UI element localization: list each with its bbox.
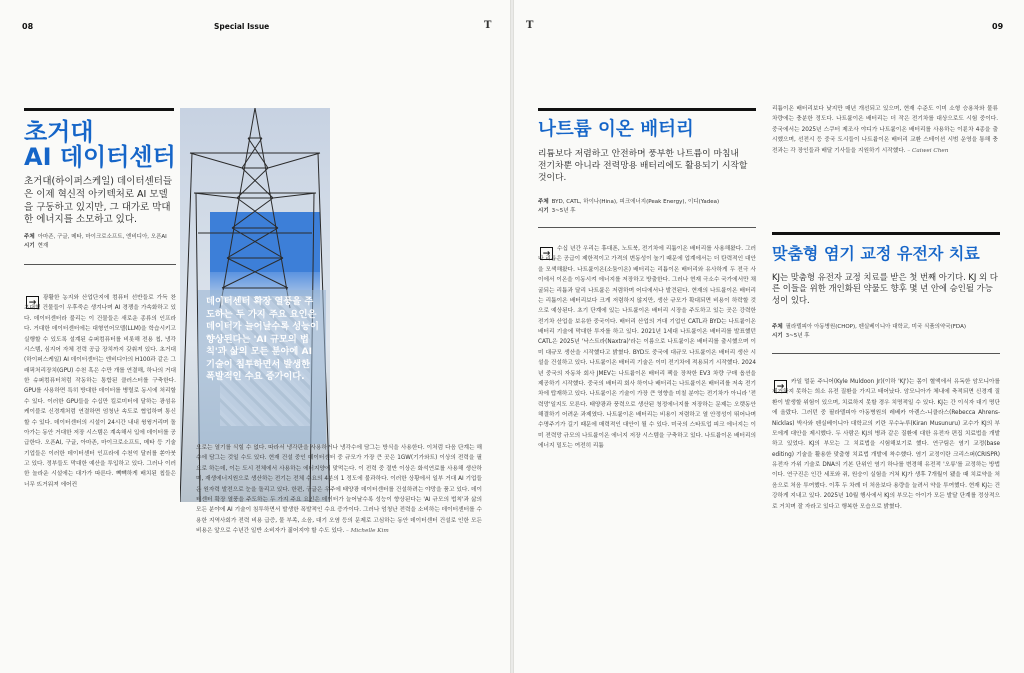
headline-rule <box>24 108 174 111</box>
page-number: 09 <box>992 22 1004 31</box>
meta-who-label: 주체 <box>772 324 783 330</box>
article1-meta <box>538 198 758 217</box>
magazine-logo: T <box>526 20 534 31</box>
divider <box>538 227 756 228</box>
left-page <box>0 0 510 673</box>
arrow-right-icon: → <box>26 296 39 309</box>
body-column-2 <box>196 443 482 655</box>
meta-when-label: 시기 <box>24 243 35 250</box>
article1-body-column-2 <box>772 104 998 214</box>
article1-headline: 나트륨 이온 배터리 <box>538 119 694 140</box>
article-meta <box>24 233 184 252</box>
arrow-right-icon: → <box>774 380 787 393</box>
meta-when <box>538 207 758 216</box>
headline-rule <box>538 108 756 111</box>
meta-who <box>24 233 184 242</box>
article1-body-column-2-text: 리튬이온 배터리보다 낮지만 매년 개선되고 있으며, 현재 수준도 이미 소형 승용차와 물류 차량에는 충분한 정도다. 나트륨이온 배터리는 더 작은 전기차를 대상으로도 시험 중이다. 중국에서는 2025년 스쿠터 제조사 야디가 나트륨이온 배터리를 사용하는 이륜차 4종을 출시했으며, 선전시 등 중국 도시들이 나트륨이온 배터리 교환 스테이션 시범 운영을 통해 충전과는 각 장인들과 배달 기사들을 지원하기 시작했다. <box>772 106 998 154</box>
headline-line-2: AI 데이터센터 <box>24 143 176 172</box>
article-headline <box>24 120 176 170</box>
meta-when-value: 현재 <box>37 243 49 250</box>
pull-quote: 데이터센터 확장 열풍을 주도하는 두 가지 주요 요인은 데이터가 늘어날수록 성능이 향상된다는 'AI 규모의 법칙'과 삶의 모든 분야에 AI 기술이 침투하면서 발생한 폭발적인 수요 증가이다. <box>206 296 319 383</box>
author-signoff: – Caiwei Chen <box>907 147 949 154</box>
meta-who-value: 아마존, 구글, 메타, 마이크로소프트, 엔비디아, 오픈AI <box>37 234 167 240</box>
meta-when-value: 3~5년 후 <box>785 333 810 340</box>
arrow-right-icon: → <box>540 247 553 260</box>
body-column-1: 광활한 농지와 산업단지에 컴퓨터 선반들로 가득 찬 초대형 건물들이 우후죽순 생겨나며 AI 경쟁을 가속화하고 있다. 데이터센터라 불리는 이 건물들은 새로운 종류의 인프라다. 거대한 데이터센터에는 대형언어모델(LLM)을 학습시키고 실행할 수 있도록 설계된 슈퍼컴퓨터를 비롯해 전용 칩, 냉각 시스템, 심지어 자체 전력 공급 장치까지 갖춰져 있다. 초거대(하이퍼스케일) AI 데이터센터는 엔비디아의 H100과 같은 그래픽처리장치(GPU) 수천 혹은 수만 개를 연결해, 하나의 거대한 슈퍼컴퓨터처럼 작동하는 통합된 클러스터를 구축한다. GPU를 사용하면 특히 방대한 데이터를 병렬로 동시에 처리할 수 있다. 이러한 GPU들을 수십만 킬로미터에 달하는 광섬유 케이블로 신경계처럼 연결하면 엄청난 속도로 협업하며 통신할 수 있다. 데이터센터의 시설이 24시간 내내 윙윙거리며 돌아가는 동안 거대한 저장 시스템은 계속해서 입에 데이터를 공급한다. 오픈AI, 구글, 아마존, 마이크로소프트, 메타 등 기술 기업들은 이러한 데이터센터 인프라에 수천억 달러를 쏟아붓고 있다. 정부들도 막대한 예산을 투입하고 있다. 그러나 이러한 놀라운 시설에는 대가가 따른다. 빽빽하게 배치된 칩들은 너무 뜨거워져 에어컨 <box>24 295 176 488</box>
meta-who-label: 주체 <box>24 234 35 240</box>
author-signoff: – Michelle Kim <box>345 528 389 534</box>
meta-when-label: 시기 <box>538 208 549 215</box>
divider <box>24 264 176 265</box>
meta-who-value: BYD, CATL, 하이나(Hina), 피크에너지(Peak Energy), 이디(Yadea) <box>551 199 720 205</box>
meta-who <box>772 323 1004 332</box>
article2-headline: 맞춤형 염기 교정 유전자 치료 <box>772 244 980 263</box>
meta-who-value: 필라델피아 아동병원(CHOP), 펜실베이니아 대학교, 미국 식품의약국(FDA) <box>785 324 966 330</box>
headline-line-1: 초거대 <box>24 118 94 146</box>
meta-when-value: 3~5년 후 <box>551 208 576 215</box>
meta-when <box>24 242 184 251</box>
body-column-2-text: 으로는 열기를 식힐 수 없다. 따라서 냉각판을 사용하거나 냉각수에 담그는 방식을 사용한다. 이처럼 다음 단계는 해수에 담그는 것일 수도 있다. 현재 건설 중인 데이터센터 중 규모가 가장 큰 곳은 1GW(기가와트) 이상의 전력을 필요로 하는데, 이는 도시 전체에서 사용하는 에너지양에 맞먹는다. 이 전력 중 절반 이상은 화석연료를 사용해 생산하며, 재생에너지원으로 생산하는 전기는 전체 수요의 4분의 1 정도에 불과하다. 이러한 상황에서 일부 거대 AI 기업들은 원자력 발전으로 눈을 돌리고 있다. 한편, 구글은 우주에 태양광 데이터센터를 건설하려는 야망을 품고 있다. 데이터센터 확장 열풍을 주도하는 두 가지 주요 요인은 데이터가 늘어날수록 성능이 향상된다는 'AI 규모의 법칙'과 삶의 모든 분야에 AI 기술이 침투하면서 발생한 폭발적인 수요 증가이다. 그러나 엄청난 전력을 소비하는 데이터센터를 수용한 지역사회가 전력 비용 급증, 물 부족, 소음, 대기 오염 등의 문제로 고심하는 동안 데이터센터 건설로 인한 모든 비용은 앞으로 수년간 일반 소비자가 짊어지야 할 수도 있다. <box>196 445 482 534</box>
meta-who <box>538 198 758 207</box>
article-lede: 초거대(하이퍼스케일) 데이터센터들은 이제 혁신적 아키텍처로 AI 모델을 구동하고 있지만, 그 대가로 막대한 에너지를 소모하고 있다. <box>24 176 173 226</box>
right-page <box>514 0 1024 673</box>
article2-lede: KJ는 맞춤형 유전자 교정 치료를 받은 첫 번째 아기다. KJ 외 다른 이들을 위한 개인화된 약물도 향후 몇 년 안에 승인될 가능성이 있다. <box>772 272 998 305</box>
divider <box>772 353 1000 354</box>
section-label: Special Issue <box>214 22 270 31</box>
meta-who-label: 주체 <box>538 199 549 205</box>
headline-rule <box>772 232 1000 235</box>
article2-body: 카일 멀둔 주니어(Kyle Muldoon Jr)(이하 'KJ')는 몸이 혈액에서 유독한 암모니아를 제거하지 못하는 희소 유전 질환을 가지고 태어났다. 암모니아가 체내에 축적되면 신경계 질환이 발생할 위험이 있으며, 치료하지 못할 경우 치명적일 수 있다. KJ는 간 이식자 대기 명단에 올랐다. 그러던 중 필라델피아 아동병원의 레베카 아렌스-니클라스(Rebecca Ahrens-Nicklas) 박사와 펜실베이니아 대학교의 키란 무수누루(Kiran Musunuru) 교수가 KJ의 부모에게 대안을 제시했다. 두 사람은 KJ의 병과 같은 질환에 대한 유전자 편집 치료법을 개발하고 있었다. KJ의 부모는 그 치료법을 시험해보기로 했다. 연구팀은 염기 교정(base editing) 기술을 활용한 맞춤형 치료법 개발에 착수했다. 염기 교정이란 크리스퍼(CRISPR) 유전자 가위 기술로 DNA의 기본 단위인 염기 하나를 변경해 유전적 '오류'를 교정하는 방법이다. 연구진은 인간 세포와 쥐, 원숭이 실험을 거쳐 KJ가 생후 7개월이 됐을 때 치료약을 처음으로 처음 투여했다. 이후 두 차례 더 처음보다 용량을 늘려서 약을 투여했다. 현재 KJ는 건강하게 지내고 있다. 2025년 10월 행사에서 KJ의 부모는 아이가 모든 발달 단계를 정상적으로 거치며 잘 자라고 있다고 행복한 모습으로 밝혔다. <box>772 379 1000 510</box>
page-number: 08 <box>22 22 34 31</box>
magazine-logo: T <box>484 20 492 31</box>
meta-when <box>772 332 1004 341</box>
meta-when-label: 시기 <box>772 333 783 340</box>
article1-lede: 리튬보다 저렴하고 안전하며 풍부한 나트륨이 마침내 전기차뿐 아니라 전력망용 배터리에도 활용되기 시작할 것이다. <box>538 149 748 183</box>
article1-body-column-1: 수십 년간 우리는 휴대폰, 노트북, 전기차에 리튬이온 배터리를 사용해왔다. 그러나 리튬은 공급이 제한적이고 가격의 변동성이 높기 때문에 업계에서는 더 탄력적인 대안을 모색해왔다. 나트륨이온(소듐이온) 배터리는 리튬이온 배터리와 유사하게 두 전극 사이에서 이온을 이동시켜 에너지를 저장하고 방출한다. 그러나 현재 극소수 국가에서만 채굴되는 리튬과 달리 나트륨은 저렴하며 어디에서나 발견된다. 현재의 나트륨이온 배터리는 리튬이온 배터리보다 크게 저렴하지 않지만, 생산 규모가 확대되면 비용이 하락할 것으로 예상된다. 초기 단계에 있는 나트륨이온 배터리 시장을 주도하고 있는 곳은 강력한 전기차 산업을 보유한 중국이다. 배터리 산업의 거대 기업인 CATL과 BYD는 나트륨이온 배터리 기술에 막대한 투자를 하고 있다. 2021년 1세대 나트륨이온 배터리를 발표했던 CATL은 2025년 '낙스트라(Naxtra)'라는 이름으로 나트륨이온 배터리를 출시했으며 이미 대규모 생산을 시작했다고 밝혔다. BYD도 중국에 대규모 나트륨이온 배터리 생산 시설을 건설하고 있다. 나트륨이온 배터리 기술은 이미 전기차에 적용되기 시작했다. 2024년 중국의 자동차 회사 JMEV는 나트륨이온 배터리 팩을 장착한 EV3 차량 구매 옵션을 제공하기 시작했다. 중국의 배터리 회사 하이나 배터리는 나트륨이온 배터리를 저속 전기차에 탑재하고 있다. 나트륨이온 기술이 가장 큰 영향을 미칠 분야는 전기차가 아니라 '전력망'일지도 모른다. 태양광과 풍력으로 생산된 청정에너지를 저장하는 문제는 오랫동안 해결하기 어려운 과제였다. 나트륨이온 배터리는 비용이 저렴하고 열 안정성이 뛰어나며 수명주기가 길기 때문에 매력적인 대안이 될 수 있다. 미국의 스타트업 피크 에너지는 이미 전력망 규모의 나트륨이온 에너지 저장 시스템을 구축하고 있다. 나트륨이온 배터리의 에너지 밀도는 여전히 리튬 <box>538 246 756 450</box>
article2-meta <box>772 323 1004 342</box>
